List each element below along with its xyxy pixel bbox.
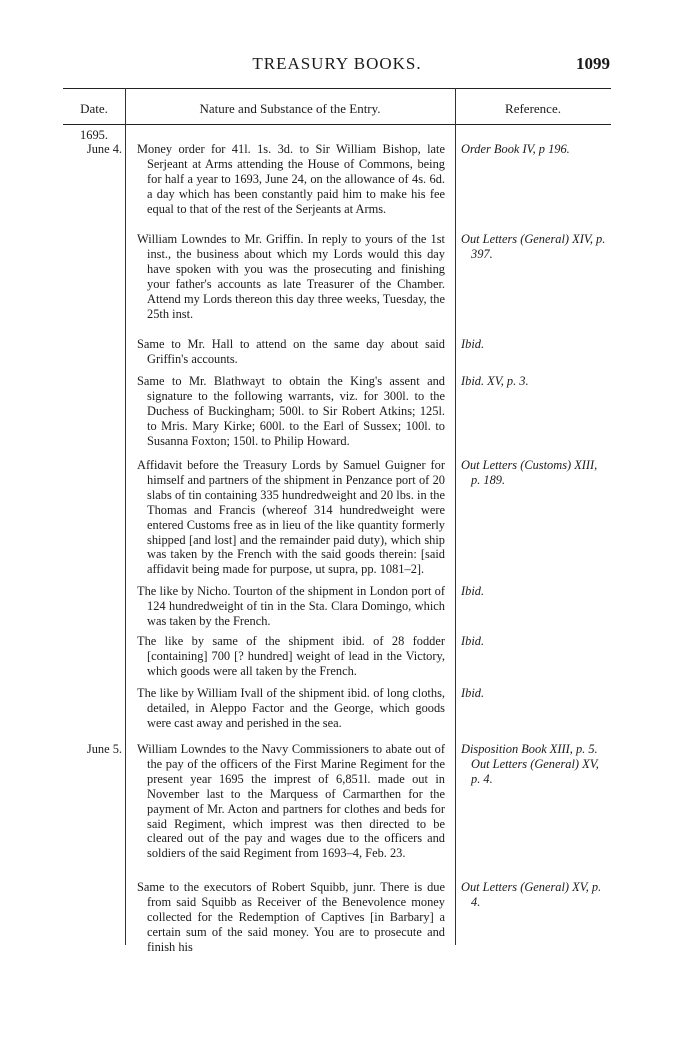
- entry-reference: Ibid. XV, p. 3.: [461, 374, 529, 388]
- entry-reference: Out Letters (Customs) XIII, p. 189.: [461, 458, 598, 487]
- entry-reference: Out Letters (General) XIV, p. 397.: [461, 232, 606, 261]
- date-june-4: June 4.: [86, 142, 122, 156]
- column-divider-date: [125, 88, 126, 945]
- column-header-nature: Nature and Substance of the Entry.: [199, 101, 381, 116]
- table-header-rule: [63, 124, 611, 125]
- entry-text: The like by same of the shipment ibid. of 28 fodder [containing] 700 [? hundred] weight of lead in the Victory, which goods were all taken by the French.: [137, 634, 445, 678]
- running-title: TREASURY BOOKS.: [252, 54, 422, 73]
- page-number: 1099: [576, 54, 610, 73]
- entry-reference: Out Letters (General) XV, p. 4.: [461, 880, 602, 909]
- entry-text: The like by William Ivall of the shipment ibid. of long cloths, detailed, in Aleppo Factor and the George, which goods were cast away and perished in the sea.: [137, 686, 445, 730]
- entry-text: William Lowndes to Mr. Griffin. In reply to yours of the 1st inst., the business about which my Lords would this day have spoken with you was the prosecuting and finishing your father's accounts as late Treasurer of the Chamber. Attend my Lords thereon this day three weeks, Tuesday, the 25th inst.: [137, 232, 445, 321]
- table-top-rule: [63, 88, 611, 89]
- column-header-date: Date.: [80, 101, 108, 116]
- entry-text: Same to Mr. Blathwayt to obtain the King's assent and signature to the following warrants, viz. for 300l. to the Duchess of Buckingham; 500l. to Sir Robert Atkins; 125l. to Mris. Mary Kirke; 600l. to the Earl of Sussex; 100l. to Susanna Foxton; 150l. to Philip Howard.: [137, 374, 445, 448]
- entry-text: Money order for 41l. 1s. 3d. to Sir William Bishop, late Serjeant at Arms attending the House of Commons, being for half a year to 1693, June 24, on the allowance of 4s. 6d. a day which has been constantly paid him to make his fee equal to that of the rest of the Serjeants at Arms.: [137, 142, 445, 216]
- entry-reference: Ibid.: [461, 686, 485, 700]
- date-june-5: June 5.: [86, 742, 122, 756]
- column-divider-reference: [455, 88, 456, 945]
- entry-text: The like by Nicho. Tourton of the shipment in London port of 124 hundredweight of tin in the Sta. Clara Domingo, which was taken by the French.: [137, 584, 445, 628]
- entry-reference: Order Book IV, p 196.: [461, 142, 570, 156]
- column-header-reference: Reference.: [505, 101, 561, 116]
- entry-reference: Ibid.: [461, 584, 485, 598]
- entry-reference: Ibid.: [461, 337, 485, 351]
- entry-reference: Ibid.: [461, 634, 485, 648]
- entry-text: Same to Mr. Hall to attend on the same day about said Griffin's accounts.: [137, 337, 445, 366]
- entry-text: Same to the executors of Robert Squibb, junr. There is due from said Squibb as Receiver of the Benevolence money collected for the Redemption of Captives [in Barbary] a certain sum of the said money. You are to prosecute and finish his: [137, 880, 445, 954]
- entry-text: William Lowndes to the Navy Commissioners to abate out of the pay of the officers of the First Marine Regiment for the present year 1695 the imprest of 6,851l. made out in November last to the Marquess of Carmarthen for the payment of Mr. Acton and partners for clothes and beds for said Regiment, which imprest was then directed to be cleared out of the pay and wages due to the officers and soldiers of the said Regiment from 1693–4, Feb. 23.: [137, 742, 445, 861]
- date-year: 1695.: [80, 128, 108, 142]
- entry-reference: Disposition Book XIII, p. 5. Out Letters (General) XV, p. 4.: [461, 742, 599, 786]
- entry-text: Affidavit before the Treasury Lords by Samuel Guigner for himself and partners of the shipment in Penzance port of 20 slabs of tin containing 335 hundredweight and 20 lbs. in the Thomas and Francis (whereof 314 hundredweight were entered Customs free as in lieu of the like quantity formerly shipped [and lost] and the remainder paid duty), which ship was taken by the French with the said goods therein: [said affidavit being made for purpose, ut supra, pp. 1081–2].: [137, 458, 445, 577]
